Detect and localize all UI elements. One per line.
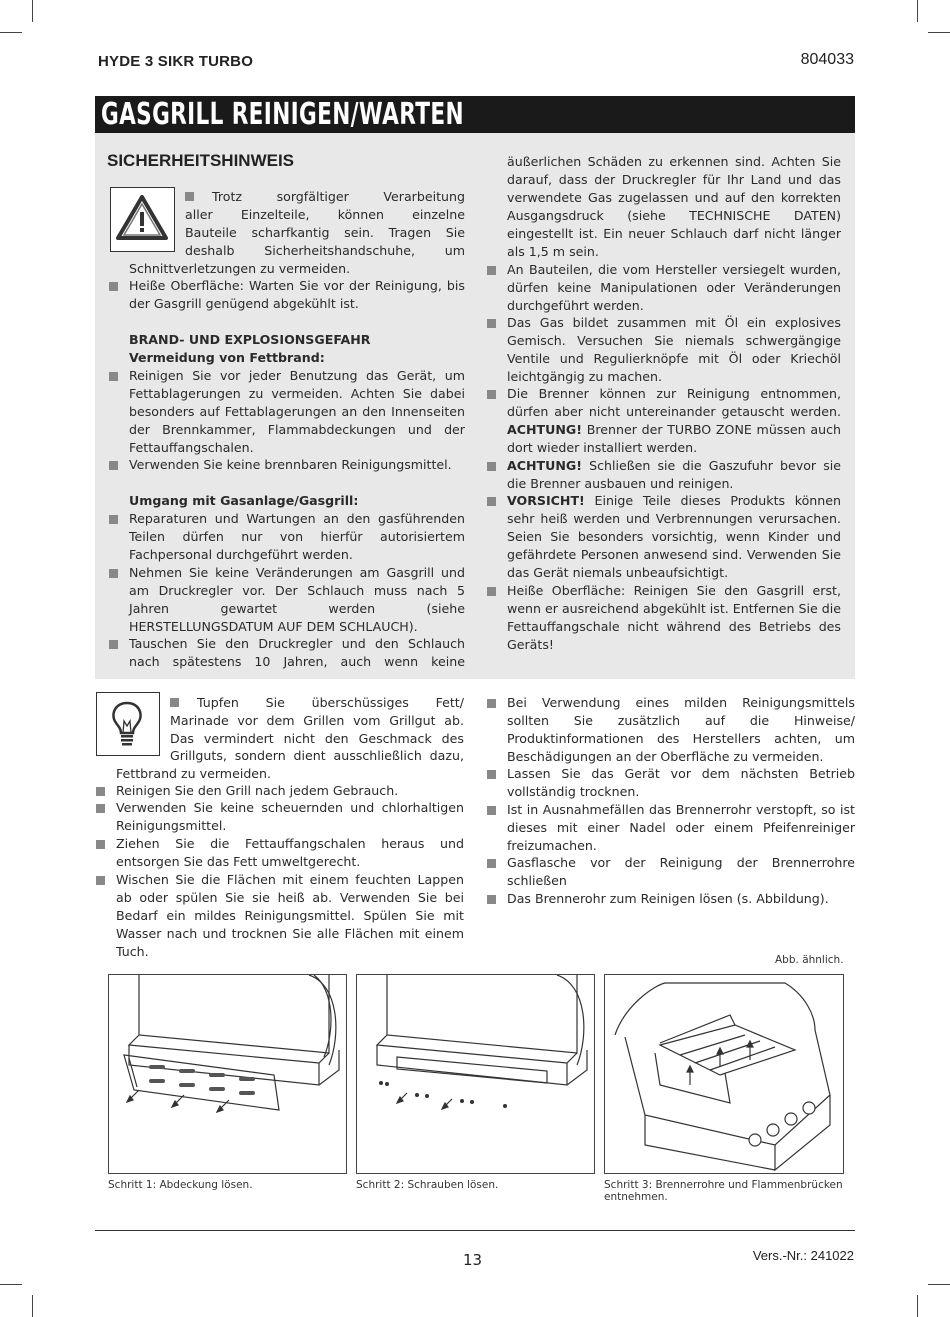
model-name: HYDE 3 SIKR TURBO	[98, 53, 254, 70]
square-bullet-icon	[96, 804, 105, 813]
tip-text-line5: Fettbrand zu vermeiden.	[116, 766, 272, 781]
crop-mark	[0, 32, 22, 33]
caution-text: Einige Teile dieses Produkts können sehr heiß werden und Verbrennungen verursachen. Seien Sie besonders vorsichtig, wenn Kinder und gefährdete Personen anwesend sind. Verwenden Sie das Gerät niemals unbeaufsichtigt.	[507, 493, 841, 580]
step3-figure	[604, 974, 844, 1174]
square-bullet-icon	[170, 698, 179, 707]
light-bulb-icon	[96, 692, 160, 756]
warning-text-line1: Trotz sorgfältiger Verarbeitung	[212, 189, 465, 204]
square-bullet-icon	[109, 515, 118, 524]
crop-mark	[0, 1284, 22, 1285]
tip-text-line2: Marinade vor dem Grillen vom Grillgut ab.	[170, 713, 464, 728]
tips-right-bullet-1: Bei Verwendung eines milden Reinigungsmittels sollten Sie zusätzlich auf die Hinweise/ Produktinformationen des Herstellers achten, um Beschädigungen an der Oberfläche zu vermeiden.	[507, 695, 855, 764]
fire-heading: BRAND- UND EXPLOSIONSGEFAHR	[129, 332, 371, 347]
square-bullet-icon	[109, 569, 118, 578]
square-bullet-icon	[487, 859, 496, 868]
gas-supply-text: Schließen sie die Gaszufuhr bevor sie die Brenner ausbauen und reinigen.	[507, 458, 841, 491]
figure-note: Abb. ähnlich.	[775, 954, 844, 966]
safety-right-bullet-5	[507, 492, 841, 582]
step3-caption: Schritt 3: Brennerrohre und Flammenbrücken entnehmen.	[604, 1179, 843, 1203]
safety-heading: SICHERHEITSHINWEIS	[107, 151, 295, 170]
square-bullet-icon	[185, 192, 194, 201]
tips-right-bullet-5: Das Brennerohr zum Reinigen lösen (s. Abbildung).	[507, 891, 829, 906]
crop-mark	[32, 1295, 33, 1317]
turbo-zone-text: Brenner der TURBO ZONE müssen auch dort wieder installiert werden.	[507, 421, 841, 455]
crop-mark	[928, 1284, 950, 1285]
warning-text-line4: deshalb Sicherheitshandschuhe, um	[185, 243, 465, 258]
square-bullet-icon	[109, 461, 118, 470]
gas-subheading: Umgang mit Gasanlage/Gasgrill:	[129, 493, 359, 508]
caution-label: VORSICHT!	[507, 493, 585, 508]
section-title: GASGRILL REINIGEN/WARTEN	[101, 97, 464, 132]
tips-left-bullet-2: Verwenden Sie keine scheuernden und chlorhaltigen Reinigungsmittel.	[116, 800, 464, 833]
square-bullet-icon	[487, 390, 496, 399]
crop-mark	[32, 0, 33, 22]
square-bullet-icon	[109, 640, 118, 649]
warning-text-line2: aller Einzelteile, können einzelne	[185, 207, 465, 222]
gas-bullet-2: Nehmen Sie keine Veränderungen am Gasgrill und am Druckregler vor. Der Schlauch muss nach 5 Jahren gewartet werden (siehe HERSTELLUNGSDATUM AUF DEM SCHLAUCH).	[129, 565, 465, 634]
tips-left-bullet-1: Reinigen Sie den Grill nach jedem Gebrauch.	[116, 783, 399, 798]
square-bullet-icon	[109, 282, 118, 291]
warning-text-line3: Bauteile scharfkantig sein. Tragen Sie	[185, 225, 465, 240]
hot-surface-warning: Heiße Oberfläche: Warten Sie vor der Reinigung, bis der Gasgrill genügend abgekühlt ist.	[129, 278, 465, 311]
warning-icon	[110, 187, 175, 252]
square-bullet-icon	[96, 840, 105, 849]
burner-text: Die Brenner können zur Reinigung entnommen, dürfen aber nicht untereinander getauscht werden.	[507, 386, 841, 419]
square-bullet-icon	[96, 787, 105, 796]
attention-label: ACHTUNG!	[507, 421, 582, 437]
tip-text-line1: Tupfen Sie überschüssiges Fett/	[197, 695, 464, 710]
step2-figure	[356, 974, 595, 1174]
step1-figure	[108, 974, 347, 1174]
square-bullet-icon	[487, 699, 496, 708]
square-bullet-icon	[487, 770, 496, 779]
article-number: 804033	[800, 51, 854, 68]
safety-right-bullet-1: An Bauteilen, die vom Hersteller versiegelt wurden, dürfen keine Manipulationen oder Veränderungen durchgeführt werden.	[507, 262, 841, 313]
safety-right-bullet-4	[507, 457, 841, 493]
square-bullet-icon	[487, 806, 496, 815]
step1-caption: Schritt 1: Abdeckung lösen.	[108, 1179, 253, 1191]
crop-mark	[917, 1295, 918, 1317]
page-number: 13	[463, 1251, 483, 1269]
square-bullet-icon	[487, 462, 496, 471]
crop-mark	[917, 0, 918, 22]
fire-bullet-1: Reinigen Sie vor jeder Benutzung das Gerät, um Fettablagerungen zu vermeiden. Achten Sie dabei besonders auf Fettablagerungen an den Innenseiten der Brennkammer, Flammabdeckungen und der Fettauffangschalen.	[129, 368, 465, 455]
safety-continued: äußerlichen Schäden zu erkennen sind. Achten Sie darauf, dass der Druckregler für Ihr Land und das verwendete Gas zugelassen und auf den korrekten Ausgangsdruck (siehe TECHNISCHE DATEN) eingestellt ist. Ein neuer Schlauch darf nicht länger als 1,5 m sein.	[507, 154, 841, 259]
safety-right-bullet-3	[507, 385, 841, 457]
tip-text-line3: Das vermindert nicht den Geschmack des	[170, 731, 464, 746]
version-number: Vers.-Nr.: 241022	[752, 1248, 854, 1263]
tips-left-bullet-4: Wischen Sie die Flächen mit einem feuchten Lappen ab oder spülen Sie sie heiß ab. Verwenden Sie bei Bedarf ein mildes Reinigungsmittel. Spülen Sie mit Wasser nach und trocknen Sie alle Flächen mit einem Tuch.	[116, 872, 464, 959]
square-bullet-icon	[487, 587, 496, 596]
section-banner	[95, 96, 855, 133]
square-bullet-icon	[487, 319, 496, 328]
gas-bullet-3: Tauschen Sie den Druckregler und den Schlauch nach spätestens 10 Jahren, auch wenn keine	[129, 636, 465, 669]
attention-label: ACHTUNG!	[507, 458, 582, 473]
square-bullet-icon	[109, 372, 118, 381]
square-bullet-icon	[487, 266, 496, 275]
gas-bullet-1: Reparaturen und Wartungen an den gasführenden Teilen dürfen nur von hierfür autorisiertem Fachpersonal durchgeführt werden.	[129, 511, 465, 562]
safety-right-bullet-6: Heiße Oberfläche: Reinigen Sie den Gasgrill erst, wenn er ausreichend abgekühlt ist. Entfernen Sie die Fettauffangschale nicht während des Betriebs des Geräts!	[507, 583, 841, 652]
tips-right-bullet-3: Ist in Ausnahmefällen das Brennerrohr verstopft, so ist dieses mit einer Nadel oder einem Pfeifenreiniger freizumachen.	[507, 802, 855, 853]
tips-right-bullet-2: Lassen Sie das Gerät vor dem nächsten Betrieb vollständig trocknen.	[507, 766, 855, 799]
tips-right-bullet-4: Gasflasche vor der Reinigung der Brennerrohre schließen	[507, 855, 855, 888]
square-bullet-icon	[487, 497, 496, 506]
fire-bullet-2: Verwenden Sie keine brennbaren Reinigungsmittel.	[129, 457, 452, 472]
tips-left-bullet-3: Ziehen Sie die Fettauffangschalen heraus und entsorgen Sie das Fett umweltgerecht.	[116, 836, 464, 869]
fire-subheading: Vermeidung von Fettbrand:	[129, 350, 325, 365]
safety-right-bullet-2: Das Gas bildet zusammen mit Öl ein explosives Gemisch. Versuchen Sie niemals schwergängige Ventile und Regulierknöpfe mit Öl oder Kriechöl leichtgängig zu machen.	[507, 315, 841, 384]
warning-text-line5: Schnittverletzungen zu vermeiden.	[129, 261, 351, 276]
footer-divider	[95, 1230, 855, 1231]
square-bullet-icon	[96, 876, 105, 885]
square-bullet-icon	[487, 895, 496, 904]
crop-mark	[928, 32, 950, 33]
tip-text-line4: Grillguts, sondern dient ausschließlich dazu,	[170, 748, 464, 763]
step2-caption: Schritt 2: Schrauben lösen.	[356, 1179, 499, 1191]
